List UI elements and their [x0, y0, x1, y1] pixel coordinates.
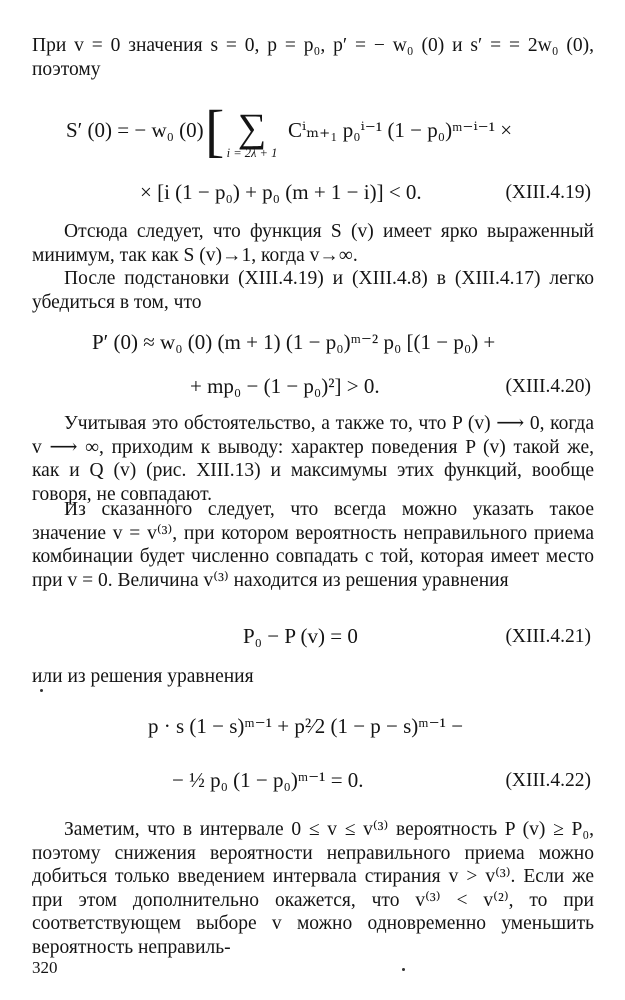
equation-21-number: (XIII.4.21) [505, 626, 591, 647]
paragraph-value-v3: Из сказанного следует, что всегда можно указать такое значение v = v⁽³⁾, при котором вероятность неправильного приема комбинации будет численно совпадать с той, которая имеет место при v = 0. Величина v⁽³⁾ находится из решения уравнения [32, 499, 594, 591]
paragraph-conclusion: Учитывая это обстоятельство, а также то, что P (v) ⟶ 0, когда v ⟶ ∞, приходим к выводу: характер поведения P (v) такой же, как и Q (v) (рис. XIII.13) и максимумы этих функций, вообще говоря, не совпадают. [32, 413, 594, 505]
equation-21: P₀ − P (v) = 0 [243, 624, 358, 648]
equation-22-number: (XIII.4.22) [505, 770, 591, 791]
equation-19-rhs: Cⁱₘ₊₁ p₀ⁱ⁻¹ (1 − p₀)ᵐ⁻ⁱ⁻¹ × [288, 118, 513, 142]
equation-19-bracket: [ [205, 98, 225, 163]
paragraph-erasure-interval: Заметим, что в интервале 0 ≤ v ≤ v⁽³⁾ вероятность P (v) ≥ P₀, поэтому снижения вероятности неправильного приема можно добиться только введением интервала стирания v > v⁽³⁾. Если же при этом дополнительно окажется, что v⁽³⁾ < v⁽²⁾, то при соответствующем выборе v можно одновременно уменьшить вероятность неправиль- [32, 819, 594, 958]
equation-19-sum [226, 105, 278, 161]
print-speck [40, 689, 43, 692]
sum-lower-limit: i = 2λ + 1 [226, 146, 278, 160]
equation-20-line1: P′ (0) ≈ w₀ (0) (m + 1) (1 − p₀)ᵐ⁻² p₀ [(1 − p₀) + [92, 330, 496, 354]
equation-19-line2: × [i (1 − p₀) + p₀ (m + 1 − i)] < 0. [140, 180, 422, 204]
equation-19-number: (XIII.4.19) [505, 182, 591, 203]
paragraph-substitution: После подстановки (XIII.4.19) и (XIII.4.8) в (XIII.4.17) легко убедиться в том, что [32, 268, 594, 313]
print-speck [402, 968, 405, 971]
paragraph-intro: При v = 0 значения s = 0, p = p₀, p′ = − w₀ (0) и s′ = = 2w₀ (0), поэтому [32, 35, 594, 80]
equation-20-line2: + mp₀ − (1 − p₀)²] > 0. [190, 374, 380, 398]
equation-22-line1: p · s (1 − s)ᵐ⁻¹ + p²⁄2 (1 − p − s)ᵐ⁻¹ − [148, 714, 464, 738]
paragraph-or-solution: или из решения уравнения [32, 666, 254, 687]
equation-20-number: (XIII.4.20) [505, 376, 591, 397]
page-number: 320 [32, 958, 58, 977]
equation-19-lhs: S′ (0) = − w₀ (0) [66, 118, 204, 142]
sum-sigma: ∑ [237, 105, 267, 150]
paragraph-minimum: Отсюда следует, что функция S (v) имеет ярко выраженный минимум, так как S (v)→1, когда v→∞. [32, 221, 594, 266]
equation-22-line2: − ½ p₀ (1 − p₀)ᵐ⁻¹ = 0. [172, 768, 364, 792]
